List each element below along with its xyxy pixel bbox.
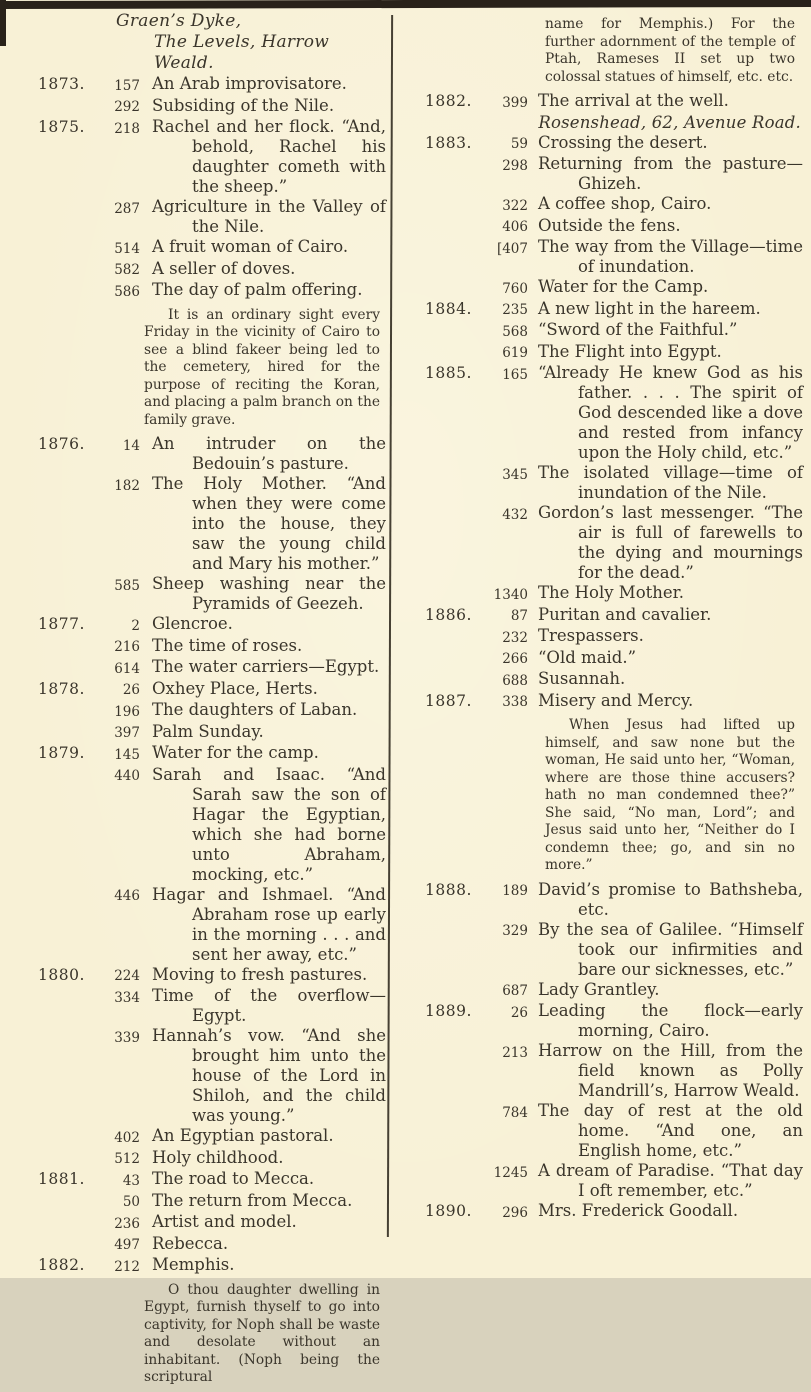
entry-number: 582 (114, 262, 140, 278)
entry-row (418, 194, 803, 216)
entry-row (8, 434, 386, 474)
entry-title: Hagar and Ishmael. “And Abraham rose up early in the morning . . . and sent her away, etc.” (152, 884, 386, 964)
entry-year: 1887. (425, 691, 472, 710)
entry-year: 1879. (38, 744, 85, 762)
entry-title: Returning from the pasture—Ghizeh. (538, 154, 803, 193)
entry-row (418, 216, 803, 238)
entry-year: 1873. (38, 75, 85, 93)
entry-number: 287 (114, 200, 140, 217)
entry-number: 687 (502, 983, 528, 999)
entry-row (418, 237, 803, 277)
entry-row (418, 299, 803, 321)
entry-row (418, 880, 803, 920)
entry-number: 339 (114, 1029, 140, 1046)
page-left-edge-mark (0, 0, 6, 46)
entry-title: Moving to fresh pastures. (152, 964, 368, 984)
entry-number: [407 (496, 240, 528, 257)
entry-number: 329 (502, 923, 528, 939)
entry-number: 402 (114, 1129, 140, 1146)
entry-row (418, 342, 803, 364)
entry-row (8, 74, 386, 96)
entry-number: 614 (114, 660, 140, 677)
entry-number: 165 (502, 366, 528, 383)
entry-number: 406 (502, 219, 528, 235)
entry-title: Trespassers. (538, 626, 644, 645)
entry-number: 688 (502, 672, 528, 689)
entry-row (418, 648, 803, 670)
entry-row (418, 363, 803, 463)
entry-title: Artist and model. (152, 1212, 297, 1231)
entry-title: Memphis. (152, 1255, 235, 1274)
entry-year: 1882. (38, 1256, 85, 1274)
entry-year: 1889. (425, 1002, 472, 1020)
entry-number: 568 (502, 323, 528, 340)
entry-title: Mrs. Frederick Goodall. (538, 1201, 739, 1220)
entry-title: Hannah’s vow. “And she brought him unto the house of the Lord in Shiloh, and the child was young.” (152, 1026, 386, 1125)
entry-title: A seller of doves. (152, 258, 296, 278)
entry-title: Agriculture in the Valley of the Nile. (152, 197, 386, 236)
entry-title: Sheep washing near the Pyramids of Geezeh. (152, 574, 386, 613)
entry-row (8, 1212, 386, 1234)
residence-heading: Rosenshead, 62, Avenue Road. (538, 112, 801, 132)
entry-title: Water for the Camp. (538, 277, 709, 296)
entry-year: 1884. (425, 299, 472, 318)
entry-row (8, 743, 386, 765)
entry-title: Gordon’s last messenger. “The air is full of farewells to the dying and mournings for the dead.” (538, 503, 803, 582)
entry-number: 586 (114, 283, 140, 300)
entry-number: 189 (502, 883, 528, 899)
entry-year: 1890. (425, 1202, 472, 1220)
entry-number: 232 (502, 629, 528, 646)
entry-number: 397 (114, 725, 140, 741)
entry-title: Lady Grantley. (538, 979, 660, 999)
entry-row (8, 636, 386, 658)
entry-year: 1877. (38, 615, 85, 633)
entry-number: 760 (502, 280, 528, 297)
entry-row (418, 669, 803, 691)
entry-row (418, 583, 803, 605)
entry-year: 1883. (425, 133, 472, 152)
entry-row (418, 691, 803, 713)
entry-number: 399 (502, 94, 528, 111)
entry-title: An intruder on the Bedouin’s pasture. (152, 434, 386, 473)
entry-year: 1881. (38, 1170, 85, 1188)
entry-row (8, 96, 386, 118)
entry-row (418, 277, 803, 299)
entry-title: The water carriers—Egypt. (152, 657, 380, 676)
right-column (418, 11, 803, 1223)
entry-row (8, 885, 386, 965)
entry-title: The Holy Mother. “And when they were come into the house, they saw the young child and Mary his mother.” (152, 474, 386, 573)
entry-number: 446 (114, 888, 140, 904)
entry-number: 266 (502, 651, 528, 667)
entry-number: 2 (131, 617, 140, 634)
entry-number: 26 (510, 1004, 528, 1021)
entry-title: The return from Mecca. (152, 1190, 353, 1210)
entry-number: 213 (502, 1044, 528, 1061)
entry-number: 1245 (493, 1164, 528, 1181)
entry-row (418, 605, 803, 627)
entry-row (418, 980, 803, 1002)
entry-number: 157 (114, 77, 140, 94)
entry-row (418, 1201, 803, 1223)
entry-number: 512 (114, 1151, 140, 1167)
entry-number: 14 (122, 437, 140, 454)
entry-title: A fruit woman of Cairo. (152, 237, 349, 256)
entry-title: By the sea of Galilee. “Himself took our infirmities and bare our sicknesses, etc.” (538, 919, 803, 979)
entry-title: Oxhey Place, Herts. (152, 678, 318, 698)
entry-number: 1340 (493, 586, 528, 603)
entry-title: The daughters of Laban. (152, 700, 358, 719)
section-header-line-2: The Levels, Harrow Weald. (154, 32, 330, 73)
entry-title: The day of rest at the old home. “And one, an English home, etc.” (538, 1101, 803, 1160)
entry-title: Harrow on the Hill, from the field known as Polly Mandrill’s, Harrow Weald. (538, 1041, 803, 1100)
entry-title: An Arab improvisatore. (152, 74, 347, 93)
entry-number: 59 (510, 136, 528, 152)
entry-number: 296 (502, 1204, 528, 1221)
entry-row (8, 965, 386, 987)
entry-number: 50 (122, 1194, 140, 1210)
entry-title: Crossing the desert. (538, 132, 708, 152)
entry-number: 322 (502, 197, 528, 214)
entry-row (418, 1041, 803, 1101)
entry-row (418, 133, 803, 155)
entry-year: 1882. (425, 92, 472, 110)
entry-number: 196 (114, 703, 140, 720)
entry-title: Subsiding of the Nile. (152, 95, 335, 115)
entry-title: Rebecca. (152, 1233, 229, 1253)
entry-row (8, 1026, 386, 1126)
entry-row (8, 280, 386, 302)
entry-title: The arrival at the well. (538, 91, 729, 110)
entry-number: 235 (502, 302, 528, 318)
entry-row (8, 574, 386, 614)
entry-title: “Sword of the Faithful.” (538, 320, 738, 339)
entry-number: 292 (114, 99, 140, 115)
entry-row (8, 117, 386, 197)
entry-row (8, 1255, 386, 1277)
entry-title: David’s promise to Bathsheba, etc. (538, 879, 803, 919)
entry-number: 236 (114, 1215, 140, 1232)
entry-row (418, 463, 803, 503)
entry-row (8, 197, 386, 237)
entry-title: The road to Mecca. (152, 1169, 315, 1188)
entry-number: 585 (114, 577, 140, 594)
entry-title: Puritan and cavalier. (538, 604, 712, 624)
note-block: O thou daughter dwelling in Egypt, furnish thyself to go into captivity, for Noph shall be waste and desolate without an inhabitant. (Noph being the scriptural (144, 1281, 380, 1385)
entry-title: “Already He knew God as his father. . . . The spirit of God descended like a dove and rested from infancy upon the Holy child, etc.” (538, 363, 803, 462)
note-block: It is an ordinary sight every Friday in the vicinity of Cairo to see a blind fakeer being led to the cemetery, hired for the purpose of reciting the Koran, and placing a palm branch on the family grave. (144, 306, 380, 428)
column-divider-rule (387, 15, 393, 1237)
entry-title: The day of palm offering. (152, 280, 363, 299)
entry-title: The isolated village—time of inundation of the Nile. (538, 463, 803, 502)
entry-year: 1880. (38, 965, 85, 984)
left-column (8, 11, 386, 1392)
entry-title: A new light in the hareem. (538, 298, 761, 318)
entry-row (418, 154, 803, 194)
entry-row (8, 986, 386, 1026)
entry-row (418, 503, 803, 583)
entry-number: 784 (502, 1104, 528, 1121)
entry-number: 432 (502, 506, 528, 523)
entry-title: Palm Sunday. (152, 721, 264, 741)
entry-number: 87 (510, 608, 528, 624)
entry-title: Susannah. (538, 669, 626, 688)
entry-row (418, 1001, 803, 1041)
entry-title: Time of the overflow—Egypt. (152, 986, 386, 1025)
entry-number: 440 (114, 768, 140, 784)
entry-number: 298 (502, 157, 528, 174)
entry-row (8, 722, 386, 744)
entry-row (8, 1148, 386, 1170)
entry-title: The time of roses. (152, 635, 303, 655)
entry-number: 345 (502, 466, 528, 483)
entry-title: Glencroe. (152, 614, 233, 633)
entry-number: 619 (502, 345, 528, 361)
entry-title: A dream of Paradise. “That day I oft remember, etc.” (538, 1161, 803, 1200)
entry-row (8, 1169, 386, 1191)
entry-number: 224 (114, 968, 140, 984)
entry-row (8, 700, 386, 722)
entry-year: 1886. (425, 605, 472, 624)
entry-row (418, 1101, 803, 1161)
entry-title: Rachel and her flock. “And, behold, Rachel his daughter cometh with the sheep.” (152, 117, 386, 196)
entry-number: 514 (114, 240, 140, 257)
entry-row (418, 1161, 803, 1201)
entry-title: The way from the Village—time of inundation. (538, 237, 803, 276)
entry-row (8, 657, 386, 679)
entry-year: 1888. (425, 880, 472, 899)
note-block: When Jesus had lifted up himself, and saw none but the woman, He said unto her, “Woman, where are those thine accusers? hath no man condemned thee?” She said, “No man, Lord”; and Jesus said unto her, “Neither do I condemn thee; go, and sin no more.” (545, 717, 795, 873)
entry-row (8, 1126, 386, 1148)
entry-row (8, 679, 386, 701)
left-column-entries (8, 74, 386, 1387)
entry-number: 218 (114, 120, 140, 137)
entry-row (8, 614, 386, 636)
entry-title: An Egyptian pastoral. (152, 1126, 334, 1145)
entry-year: 1878. (38, 679, 85, 698)
entry-number: 497 (114, 1237, 140, 1253)
entry-row (418, 626, 803, 648)
entry-title: “Old maid.” (538, 647, 637, 667)
entry-row (8, 474, 386, 574)
entry-number: 145 (114, 746, 140, 763)
entry-row (8, 237, 386, 259)
section-header-line-1: Graen’s Dyke, (116, 11, 242, 31)
entry-title: Holy childhood. (152, 1147, 284, 1167)
entry-title: A coffee shop, Cairo. (538, 194, 712, 213)
entry-year: 1885. (425, 364, 472, 382)
entry-title: Sarah and Isaac. “And Sarah saw the son of Hagar the Egyptian, which she had borne unto Abraham, mocking, etc.” (152, 764, 386, 884)
entry-row (8, 765, 386, 885)
entry-row (418, 920, 803, 980)
entry-row (418, 320, 803, 342)
entry-number: 182 (114, 477, 140, 494)
right-column-entries (418, 16, 803, 1223)
entry-title: The Flight into Egypt. (538, 341, 722, 361)
entry-number: 26 (122, 682, 140, 698)
entry-title: The Holy Mother. (538, 583, 684, 602)
entry-year: 1875. (38, 118, 85, 136)
entry-title: Leading the flock—early morning, Cairo. (538, 1001, 803, 1040)
note-block: name for Memphis.) For the further adornment of the temple of Ptah, Rameses II set up two colossal statues of himself, etc. etc. (545, 16, 795, 85)
page-top-edge-bar (0, 0, 811, 9)
entry-row (8, 1191, 386, 1213)
entry-title: Misery and Mercy. (538, 690, 694, 710)
entry-row (8, 1234, 386, 1256)
entry-row (418, 91, 803, 113)
entry-title: Water for the camp. (152, 743, 319, 762)
entry-number: 212 (114, 1258, 140, 1275)
entry-number: 338 (502, 694, 528, 710)
entry-title: Outside the fens. (538, 215, 681, 235)
entry-number: 334 (114, 989, 140, 1006)
entry-number: 43 (122, 1172, 140, 1189)
entry-row (8, 259, 386, 281)
entry-year: 1876. (38, 435, 85, 453)
entry-number: 216 (114, 639, 140, 655)
